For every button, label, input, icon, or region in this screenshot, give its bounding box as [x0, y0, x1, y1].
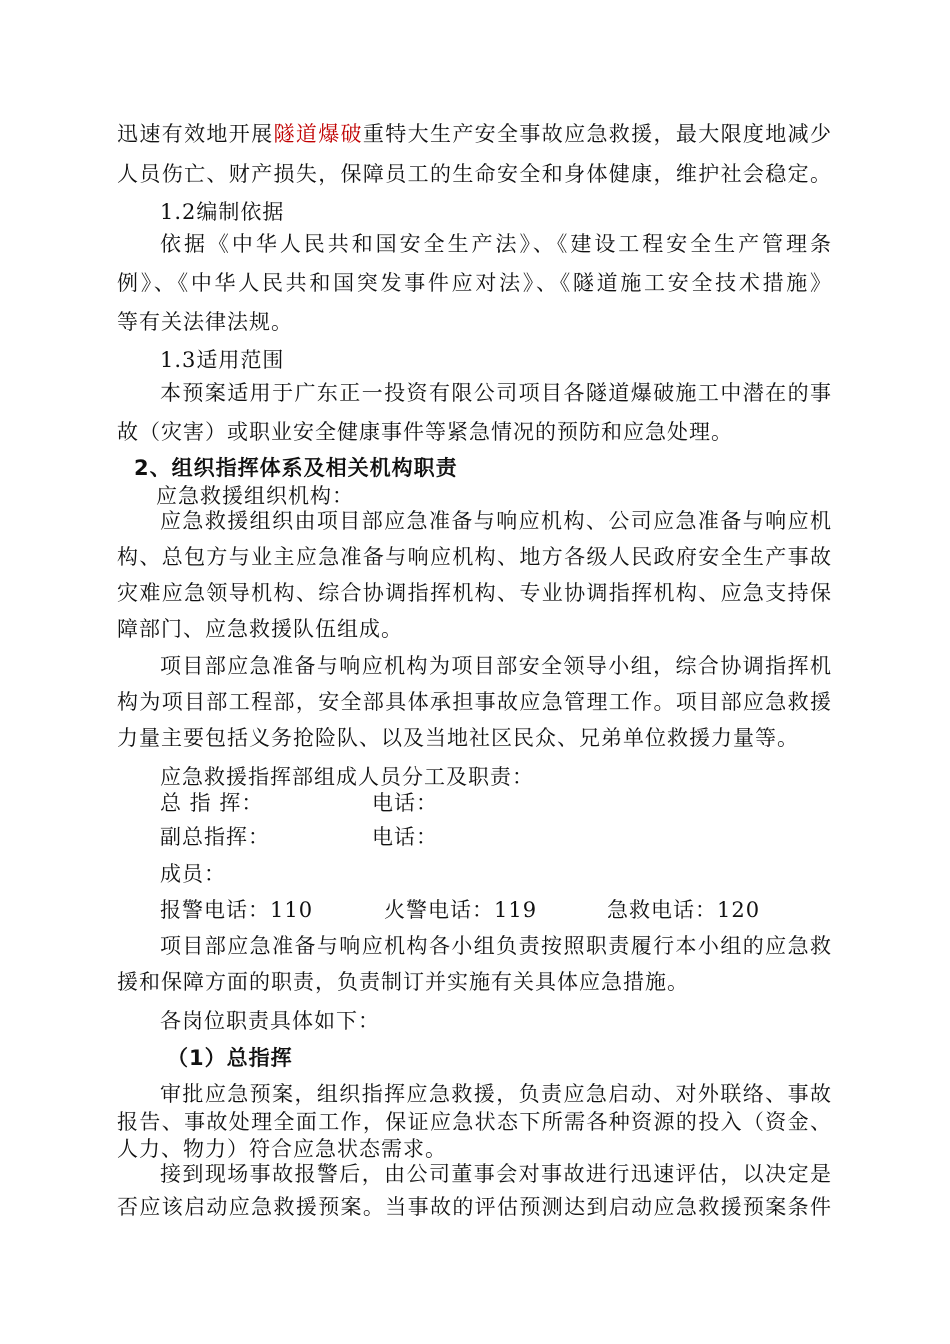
org-line-4: 障部门、应急救援队伍组成。 [117, 617, 403, 641]
intro-line-1 [117, 119, 832, 149]
basis-line-3: 等有关法律法规。 [117, 310, 293, 334]
deputy-label: 副总指挥： [160, 825, 270, 849]
basis-line-2: 例》、《中华人民共和国突发事件应对法》、《隧道施工安全技术措施》 [117, 271, 832, 295]
duties-intro: 各岗位职责具体如下： [160, 1009, 380, 1033]
alarm-line-2: 否应该启动应急救援预案。当事故的评估预测达到启动应急救援预案条件 [117, 1195, 832, 1219]
org-line-1: 应急救援组织由项目部应急准备与响应机构、公司应急准备与响应机 [160, 509, 832, 533]
section-1-3-heading: 1.3适用范围 [160, 348, 285, 372]
intro-text-end: 重特大生产安全事故应急救援，最大限度地减少 [362, 122, 833, 146]
alarm-line-1: 接到现场事故报警后，由公司董事会对事故进行迅速评估，以决定是 [160, 1162, 832, 1186]
commander-duty-line-2: 报告、事故处理全面工作，保证应急状态下所需各种资源的投入（资金、 [117, 1110, 832, 1134]
project-line-3: 力量主要包括义务抢险队、以及当地社区民众、兄弟单位救援力量等。 [117, 726, 799, 750]
groups-line-2: 援和保障方面的职责，负责制订并实施有关具体应急措施。 [117, 970, 689, 994]
groups-line-1: 项目部应急准备与响应机构各小组负责按照职责履行本小组的应急救 [160, 934, 832, 958]
project-line-2: 构为项目部工程部，安全部具体承担事故应急管理工作。项目部应急救援 [117, 690, 832, 714]
section-2-heading: 2、组织指挥体系及相关机构职责 [134, 456, 458, 480]
section-1-2-heading: 1.2编制依据 [160, 200, 285, 224]
highlighted-term: 隧道爆破 [273, 122, 363, 146]
scope-line-1: 本预案适用于广东正一投资有限公司项目各隧道爆破施工中潜在的事 [160, 381, 832, 405]
org-label: 应急救援组织机构： [156, 484, 354, 508]
org-line-2: 构、总包方与业主应急准备与响应机构、地方各级人民政府安全生产事故 [117, 545, 832, 569]
staff-label: 应急救援指挥部组成人员分工及职责： [160, 765, 534, 789]
police-phone: 报警电话：110 [160, 898, 314, 922]
scope-line-2: 故（灾害）或职业安全健康事件等紧急情况的预防和应急处理。 [117, 420, 733, 444]
intro-text-start: 迅速有效地开展 [117, 122, 274, 146]
ambulance-phone: 急救电话：120 [607, 898, 761, 922]
members-label: 成员： [160, 862, 226, 886]
commander-duty-line-1: 审批应急预案，组织指挥应急救援，负责应急启动、对外联络、事故 [160, 1082, 832, 1106]
sub1-heading: （1）总指挥 [167, 1046, 293, 1070]
commander-label: 总 指 挥： [160, 791, 264, 815]
fire-phone: 火警电话：119 [384, 898, 538, 922]
project-line-1: 项目部应急准备与响应机构为项目部安全领导小组，综合协调指挥机 [160, 654, 832, 678]
org-line-3: 灾难应急领导机构、综合协调指挥机构、专业协调指挥机构、应急支持保 [117, 581, 832, 605]
commander-phone-label: 电话： [372, 791, 438, 815]
basis-line-1: 依据《中华人民共和国安全生产法》、《建设工程安全生产管理条 [160, 232, 832, 256]
intro-line-2: 人员伤亡、财产损失，保障员工的生命安全和身体健康，维护社会稳定。 [117, 162, 832, 186]
commander-duty-line-3: 人力、物力）符合应急状态需求。 [117, 1137, 447, 1161]
deputy-phone-label: 电话： [372, 825, 438, 849]
